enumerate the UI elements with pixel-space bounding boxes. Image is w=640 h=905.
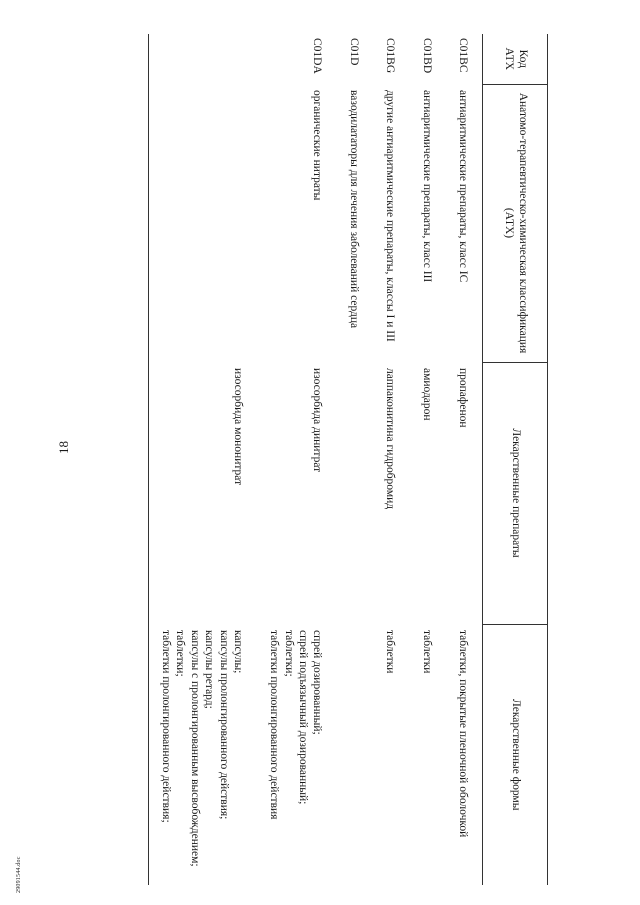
document-filename: 29091544.doc bbox=[16, 856, 22, 893]
header-classification: Анатомо-терапевтическо-химическая классификация (АТХ) bbox=[483, 84, 548, 362]
cell-forms bbox=[409, 624, 445, 885]
cell-drug: изосорбида мононитрат bbox=[232, 368, 244, 486]
cell-drug: изосорбида динитрат bbox=[311, 368, 324, 473]
header-drugs: Лекарственные препараты bbox=[483, 362, 548, 624]
header-forms: Лекарственные формы bbox=[483, 624, 548, 885]
cell-drug: амиодарон bbox=[420, 368, 433, 421]
cell-forms bbox=[373, 624, 409, 885]
form-item: капсулы с пролонгированным высвобождением; bbox=[188, 630, 201, 867]
cell-forms bbox=[257, 624, 337, 885]
cell-classification: антиаритмические препараты, класс III bbox=[420, 90, 433, 283]
cell-code: C01DA bbox=[311, 38, 324, 74]
cell-classification: вазодилататоры для лечения заболеваний сердца bbox=[347, 90, 360, 329]
cell-code bbox=[148, 34, 257, 84]
form-item: таблетки, покрытые пленочной оболочкой bbox=[457, 630, 469, 838]
table-row bbox=[373, 34, 409, 885]
rotated-table-container bbox=[62, 34, 548, 885]
cell-forms bbox=[148, 624, 257, 885]
cell-code: C01BG bbox=[384, 38, 397, 74]
cell-code: C01BC bbox=[457, 38, 469, 73]
form-item: спрей дозированный; bbox=[311, 630, 324, 735]
table-row bbox=[148, 34, 257, 885]
cell-classification: другие антиаритмические препараты, классы I и III bbox=[384, 90, 397, 342]
form-item: таблетки bbox=[420, 630, 433, 674]
atc-table bbox=[148, 34, 548, 885]
cell-classification: антиаритмические препараты, класс IC bbox=[457, 90, 469, 283]
cell-forms bbox=[446, 624, 483, 885]
cell-drug: пропафенон bbox=[457, 368, 469, 428]
form-item: таблетки; bbox=[282, 630, 295, 677]
cell-classification bbox=[148, 84, 257, 362]
cell-code: C01BD bbox=[420, 38, 433, 74]
cell-drug: лаппаконитина гидробромид bbox=[384, 368, 397, 510]
table-row bbox=[257, 34, 337, 885]
cell-classification: органические нитраты bbox=[311, 90, 324, 201]
cell-forms bbox=[337, 624, 373, 885]
table-body bbox=[148, 34, 482, 885]
cell-code: C01D bbox=[347, 38, 360, 66]
form-item: капсулы пролонгированного действия; bbox=[217, 630, 230, 820]
header-code: Код АТХ bbox=[483, 34, 548, 84]
page-number: 18 bbox=[56, 441, 71, 454]
table-header-row bbox=[483, 34, 548, 885]
form-item: таблетки пролонгированного действия bbox=[268, 630, 281, 820]
table-row bbox=[446, 34, 483, 885]
table-row bbox=[337, 34, 373, 885]
form-item: капсулы; bbox=[232, 630, 244, 674]
form-item: спрей подъязычный дозированный; bbox=[297, 630, 310, 805]
form-item: таблетки bbox=[384, 630, 397, 674]
form-item: капсулы ретард; bbox=[203, 630, 216, 709]
table-row bbox=[409, 34, 445, 885]
form-item: таблетки; bbox=[174, 630, 187, 677]
cell-drug bbox=[337, 362, 373, 624]
form-item: таблетки пролонгированного действия; bbox=[160, 630, 173, 823]
